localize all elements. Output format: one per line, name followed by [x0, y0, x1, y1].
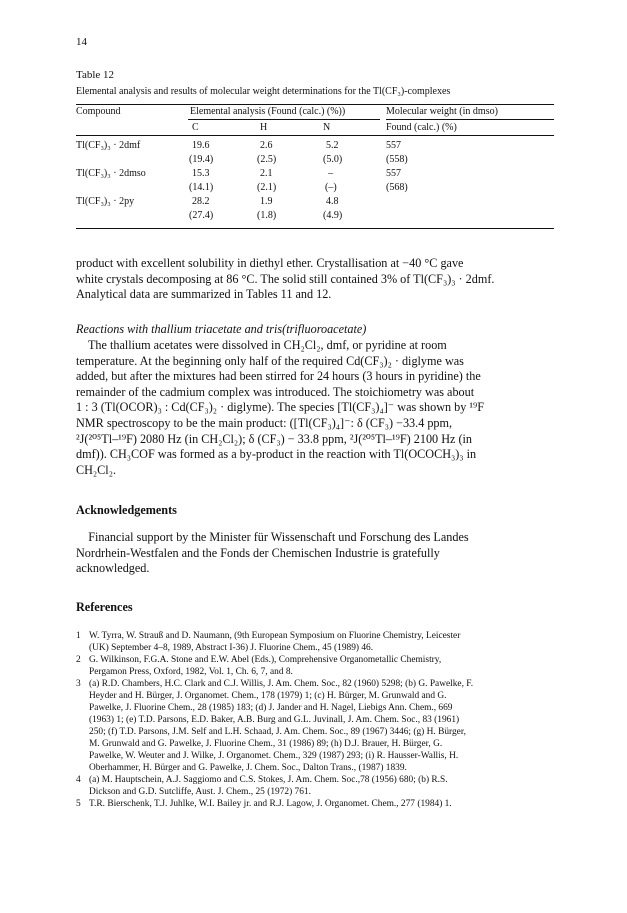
reference-line: (1963) 1; (e) T.D. Parsons, E.D. Baker, A.B. Burg and G.L. Juvinall, J. Am. Chem. Soc., 83 (1961)	[89, 715, 460, 725]
section-heading-references: References	[76, 600, 133, 614]
text-line: Analytical data are summarized in Tables 11 and 12.	[76, 287, 332, 302]
text-line: product with excellent solubility in diethyl ether. Crystallisation at −40 °C gave	[76, 256, 464, 270]
row-mw: 557	[386, 140, 401, 151]
text-line: Financial support by the Minister für Wissenschaft und Forschung des Landes	[76, 530, 469, 544]
reference-item	[76, 774, 560, 798]
row-c: (27.4)	[189, 210, 214, 221]
reference-line: Pawelke, J. Fluorine Chem., 28 (1985) 183; (d) J. Jander and H. Nagel, Liebigs Ann. Chem., 669	[89, 703, 453, 713]
reference-number: 2	[76, 655, 81, 665]
row-h: (1.8)	[257, 210, 277, 221]
paragraph-reactions	[76, 338, 556, 478]
text-line: The thallium acetates were dissolved in CH₂Cl₂, dmf, or pyridine at room	[76, 338, 447, 352]
row-compound: Tl(CF₃)₃ · 2py	[76, 196, 135, 207]
text-line: NMR spectroscopy to be the main product: ([Tl(CF₃)₄]⁻: δ (CF₃) −33.4 ppm,	[76, 415, 453, 430]
row-mw: (558)	[386, 154, 408, 165]
reference-line: (UK) September 4–8, 1989, Abstract I-36) J. Fluorine Chem., 45 (1989) 46.	[89, 643, 374, 653]
text-line: temperature. At the beginning only half of the required Cd(CF₃)₂ · diglyme was	[76, 353, 464, 368]
text-line: ²J(²⁰⁵Tl–¹⁹F) 2080 Hz (in CH₂Cl₂); δ (CF₃) − 33.8 ppm, ²J(²⁰⁵Tl–¹⁹F) 2100 Hz (in	[76, 431, 472, 446]
row-h: 1.9	[260, 196, 273, 207]
table-caption: Elemental analysis and results of molecular weight determinations for the Tl(CF₃)-complexes	[76, 86, 451, 97]
elemental-underline	[188, 119, 380, 120]
paragraph-acknowledgements	[76, 530, 556, 577]
text-line: added, but after the mixtures had been stirred for 24 hours (3 hours in pyridine) the	[76, 369, 481, 384]
table-top-rule	[76, 104, 554, 105]
reference-item	[76, 630, 560, 654]
header-h: H	[260, 122, 268, 133]
row-h: 2.1	[260, 168, 273, 179]
header-found-calc: Found (calc.) (%)	[386, 122, 457, 133]
reference-line: 250; (f) T.D. Parsons, J.M. Self and L.H. Schaad, J. Am. Chem. Soc., 89 (1967) 3446; (g) H. Bürger,	[89, 727, 466, 737]
header-n: N	[323, 122, 331, 133]
reference-number: 5	[76, 799, 81, 809]
reference-item	[76, 798, 560, 810]
reference-line: Heyder and H. Bürger, J. Organomet. Chem., 178 (1979) 1; (c) H. Bürger, M. Grunwald and G.	[89, 691, 447, 701]
row-c: 28.2	[192, 196, 210, 207]
molecular-underline	[386, 119, 554, 120]
row-h: 2.6	[260, 140, 273, 151]
reference-line: Dickson and G.D. Sutcliffe, Aust. J. Chem., 25 (1972) 761.	[89, 787, 311, 797]
row-c: (19.4)	[189, 154, 214, 165]
header-c: C	[192, 122, 199, 133]
text-line: dmf)). CH₃COF was formed as a by-product in the reaction with Tl(OCOCH₃)₃ in	[76, 447, 477, 462]
section-heading-reactions: Reactions with thallium triacetate and tris(trifluoroacetate)	[76, 322, 367, 336]
row-compound: Tl(CF₃)₃ · 2dmf	[76, 140, 141, 151]
header-elemental-analysis: Elemental analysis (Found (calc.) (%))	[190, 106, 346, 117]
reference-line: T.R. Bierschenk, T.J. Juhlke, W.I. Bailey jr. and R.J. Lagow, J. Organomet. Chem., 277 (1984) 1.	[89, 799, 452, 809]
row-n: (–)	[325, 182, 337, 193]
text-line: acknowledged.	[76, 561, 150, 576]
reference-line: Pawelke, W. Weuter and J. Wilke, J. Organomet. Chem., 329 (1987) 293; (i) R. Hausser-Wallis, H.	[89, 751, 459, 761]
table-bottom-rule	[76, 228, 554, 229]
row-n: (4.9)	[323, 210, 343, 221]
row-compound: Tl(CF₃)₃ · 2dmso	[76, 168, 146, 179]
text-line: CH₂Cl₂.	[76, 462, 116, 477]
row-n: –	[328, 168, 333, 179]
row-n: (5.0)	[323, 154, 343, 165]
page-number: 14	[76, 36, 87, 48]
reference-number: 1	[76, 631, 81, 641]
table-number: Table 12	[76, 69, 115, 81]
row-c: 15.3	[192, 168, 210, 179]
reference-line: Oberhammer, H. Bürger and G. Pawelke, J. Chem. Soc., Dalton Trans., (1987) 1839.	[89, 763, 407, 773]
text-line: 1 : 3 (Tl(OCOR)₃ : Cd(CF₃)₂ · diglyme). The species [Tl(CF₃)₄]⁻ was shown by ¹⁹F	[76, 400, 485, 415]
row-c: (14.1)	[189, 182, 214, 193]
header-compound: Compound	[76, 106, 121, 117]
reference-number: 3	[76, 679, 81, 689]
reference-line: W. Tyrra, W. Strauß and D. Naumann, (9th European Symposium on Fluorine Chemistry, Leicester	[89, 631, 461, 641]
reference-line: (a) M. Hauptschein, A.J. Saggiomo and C.S. Stokes, J. Am. Chem. Soc.,78 (1956) 680; (b) R.S.	[89, 775, 448, 785]
reference-item	[76, 678, 560, 774]
row-c: 19.6	[192, 140, 210, 151]
reference-number: 4	[76, 775, 81, 785]
reference-line: (a) R.D. Chambers, H.C. Clark and C.J. Willis, J. Am. Chem. Soc., 82 (1960) 5298; (b) G. Pawelke, F.	[89, 679, 474, 689]
text-line: white crystals decomposing at 86 °C. The solid still contained 3% of Tl(CF₃)₃ · 2dmf.	[76, 271, 495, 286]
section-heading-acknowledgements: Acknowledgements	[76, 503, 177, 517]
text-line: Nordrhein-Westfalen and the Fonds der Chemischen Industrie is gratefully	[76, 545, 440, 560]
reference-item	[76, 654, 560, 678]
row-n: 5.2	[326, 140, 339, 151]
reference-line: M. Grunwald and G. Pawelke, J. Fluorine Chem., 31 (1986) 89; (h) D.J. Brauer, H. Bürger, G.	[89, 739, 443, 749]
row-h: (2.5)	[257, 154, 277, 165]
text-line: remainder of the cadmium complex was introduced. The stoichiometry was about	[76, 384, 475, 399]
reference-line: Pergamon Press, Oxford, 1982, Vol. 1, Ch. 6, 7, and 8.	[89, 667, 293, 677]
header-molecular-weight: Molecular weight (in dmso)	[386, 106, 498, 117]
row-n: 4.8	[326, 196, 339, 207]
row-mw: (568)	[386, 182, 408, 193]
paragraph-results	[76, 256, 556, 303]
references-list	[76, 630, 560, 810]
row-mw: 557	[386, 168, 401, 179]
row-h: (2.1)	[257, 182, 277, 193]
subheader-rule	[76, 135, 554, 136]
reference-line: G. Wilkinson, F.G.A. Stone and E.W. Abel (Eds.), Comprehensive Organometallic Chemistry,	[89, 655, 442, 665]
